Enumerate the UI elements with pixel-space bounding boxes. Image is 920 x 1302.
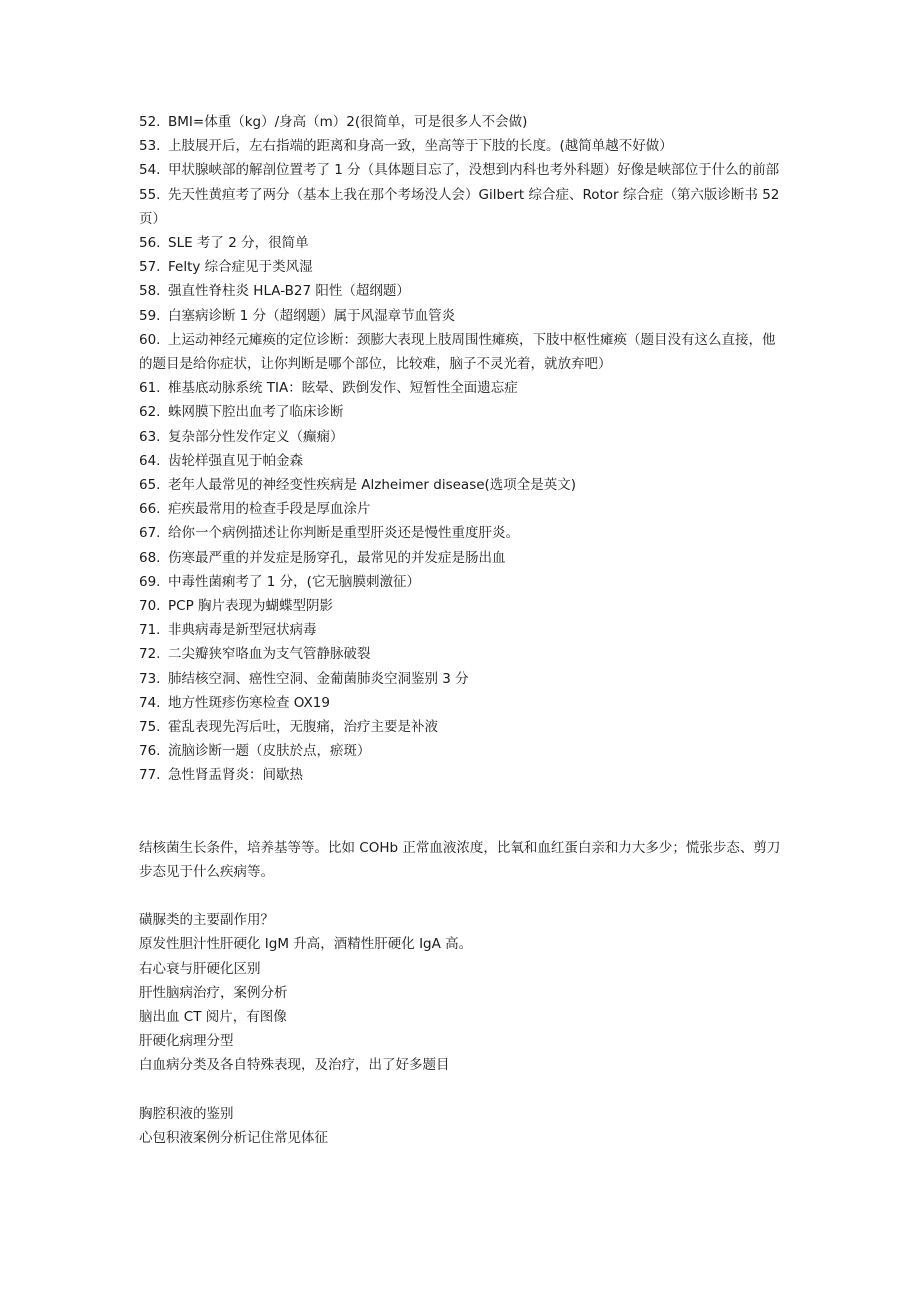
list-item xyxy=(139,473,784,497)
item-text: 上肢展开后，左右指端的距离和身高一致，坐高等于下肢的长度。(越简单越不好做） xyxy=(168,138,673,155)
item-number: 55. xyxy=(139,186,161,203)
topic-lines-group-2 xyxy=(139,1102,784,1150)
list-item xyxy=(139,376,784,400)
item-number: 77. xyxy=(139,767,161,784)
topic-line: 原发性胆汁性肝硬化 IgM 升高，酒精性肝硬化 IgA 高。 xyxy=(139,936,473,953)
list-item xyxy=(139,739,784,763)
item-text: 先天性黄疸考了两分（基本上我在那个考场没人会）Gilbert 综合症、Rotor 综合症（第六版诊断书 52 页） xyxy=(139,186,780,227)
item-text: 强直性脊柱炎 HLA-B27 阳性（超纲题） xyxy=(168,283,410,300)
topic-line: 肝性脑病治疗，案例分析 xyxy=(139,984,288,1001)
item-number: 56. xyxy=(139,235,161,252)
item-text: 二尖瓣狭窄咯血为支气管静脉破裂 xyxy=(168,646,371,663)
list-item xyxy=(139,231,784,255)
list-item xyxy=(139,279,784,303)
item-text: BMI=体重（kg）/身高（m）2(很简单，可是很多人不会做) xyxy=(168,114,528,130)
item-number: 62. xyxy=(139,404,161,421)
list-item xyxy=(139,667,784,691)
item-number: 70. xyxy=(139,598,161,615)
topic-line: 脑出血 CT 阅片，有图像 xyxy=(139,1008,287,1025)
list-item xyxy=(139,570,784,594)
spacer xyxy=(139,788,784,836)
item-number: 64. xyxy=(139,452,161,469)
list-item xyxy=(139,425,784,449)
list-item xyxy=(139,594,784,618)
topic-line: 白血病分类及各自特殊表现，及治疗，出了好多题目 xyxy=(139,1057,450,1074)
item-number: 59. xyxy=(139,307,161,324)
item-text: 给你一个病例描述让你判断是重型肝炎还是慢性重度肝炎。 xyxy=(168,525,519,542)
item-text: 蛛网膜下腔出血考了临床诊断 xyxy=(168,404,344,421)
topic-line: 心包积液案例分析记住常见体征 xyxy=(139,1129,328,1146)
item-number: 58. xyxy=(139,283,161,300)
item-number: 74. xyxy=(139,694,161,711)
item-number: 52. xyxy=(139,114,161,130)
item-text: 甲状腺峡部的解剖位置考了 1 分（具体题目忘了，没想到内科也考外科题）好像是峡部位于什么的前部 xyxy=(168,162,780,179)
item-text: 伤寒最严重的并发症是肠穿孔，最常见的并发症是肠出血 xyxy=(168,549,506,566)
item-number: 72. xyxy=(139,646,161,663)
item-number: 69. xyxy=(139,573,161,590)
item-number: 75. xyxy=(139,719,161,736)
topic-line: 胸腔积液的鉴别 xyxy=(139,1105,234,1122)
list-item xyxy=(139,110,784,134)
item-text: 上运动神经元瘫痪的定位诊断：颈膨大表现上肢周围性瘫痪，下肢中枢性瘫痪（题目没有这么直接，他的题目是给你症状，让你判断是哪个部位，比较难，脑子不灵光着，就放弃吧） xyxy=(139,331,776,373)
list-item xyxy=(139,449,784,473)
list-item xyxy=(139,546,784,570)
list-item xyxy=(139,715,784,739)
list-item xyxy=(139,618,784,642)
list-item xyxy=(139,158,784,182)
item-number: 71. xyxy=(139,622,161,639)
topic-lines-group-1 xyxy=(139,908,784,1077)
item-text: 霍乱表现先泻后吐，无腹痛，治疗主要是补液 xyxy=(168,719,438,736)
item-text: 老年人最常见的神经变性疾病是 Alzheimer disease(选项全是英文) xyxy=(168,477,577,494)
list-item xyxy=(139,400,784,424)
item-text: 急性肾盂肾炎：间歇热 xyxy=(168,767,303,784)
document-page xyxy=(139,110,784,1150)
item-text: 复杂部分性发作定义（癫痫） xyxy=(168,428,344,445)
item-number: 60. xyxy=(139,331,161,348)
item-text: 流脑诊断一题（皮肤於点，瘀斑） xyxy=(168,743,371,760)
item-text: 非典病毒是新型冠状病毒 xyxy=(168,622,317,639)
item-text: 中毒性菌痢考了 1 分，(它无脑膜刺激征） xyxy=(168,573,420,590)
item-text: 齿轮样强直见于帕金森 xyxy=(168,452,303,469)
intro-paragraph: 结核菌生长条件，培养基等等。比如 COHb 正常血液浓度，比氧和血红蛋白亲和力大多少；慌张步态、剪刀步态见于什么疾病等。 xyxy=(139,839,781,880)
list-item xyxy=(139,328,784,376)
list-item xyxy=(139,691,784,715)
topic-line: 肝硬化病理分型 xyxy=(139,1033,234,1050)
item-text: 白塞病诊断 1 分（超纲题）属于风湿章节血管炎 xyxy=(168,307,456,324)
spacer xyxy=(139,884,784,908)
numbered-list xyxy=(139,110,784,788)
list-item xyxy=(139,134,784,158)
item-text: SLE 考了 2 分，很简单 xyxy=(168,235,309,252)
topic-line: 磺脲类的主要副作用？ xyxy=(139,912,274,929)
spacer xyxy=(139,1078,784,1102)
list-item xyxy=(139,304,784,328)
item-text: 肺结核空洞、癌性空洞、金葡菌肺炎空洞鉴别 3 分 xyxy=(168,670,469,687)
item-text: 地方性斑疹伤寒检查 OX19 xyxy=(168,694,330,711)
item-number: 61. xyxy=(139,380,161,397)
item-number: 63. xyxy=(139,428,161,445)
item-number: 73. xyxy=(139,670,161,687)
item-number: 67. xyxy=(139,525,161,542)
list-item xyxy=(139,255,784,279)
item-number: 53. xyxy=(139,138,161,155)
item-number: 68. xyxy=(139,549,161,566)
item-number: 57. xyxy=(139,259,161,276)
item-text: Felty 综合症见于类风湿 xyxy=(168,259,313,276)
item-text: 疟疾最常用的检查手段是厚血涂片 xyxy=(168,501,371,518)
item-number: 65. xyxy=(139,477,161,494)
item-number: 76. xyxy=(139,743,161,760)
list-item xyxy=(139,497,784,521)
list-item xyxy=(139,183,784,231)
topic-line: 右心衰与肝硬化区别 xyxy=(139,960,261,977)
list-item xyxy=(139,763,784,787)
item-text: PCP 胸片表现为蝴蝶型阴影 xyxy=(168,598,333,615)
list-item xyxy=(139,521,784,545)
list-item xyxy=(139,642,784,666)
item-text: 椎基底动脉系统 TIA：眩晕、跌倒发作、短暂性全面遗忘症 xyxy=(168,380,518,397)
item-number: 66. xyxy=(139,501,161,518)
item-number: 54. xyxy=(139,162,161,179)
